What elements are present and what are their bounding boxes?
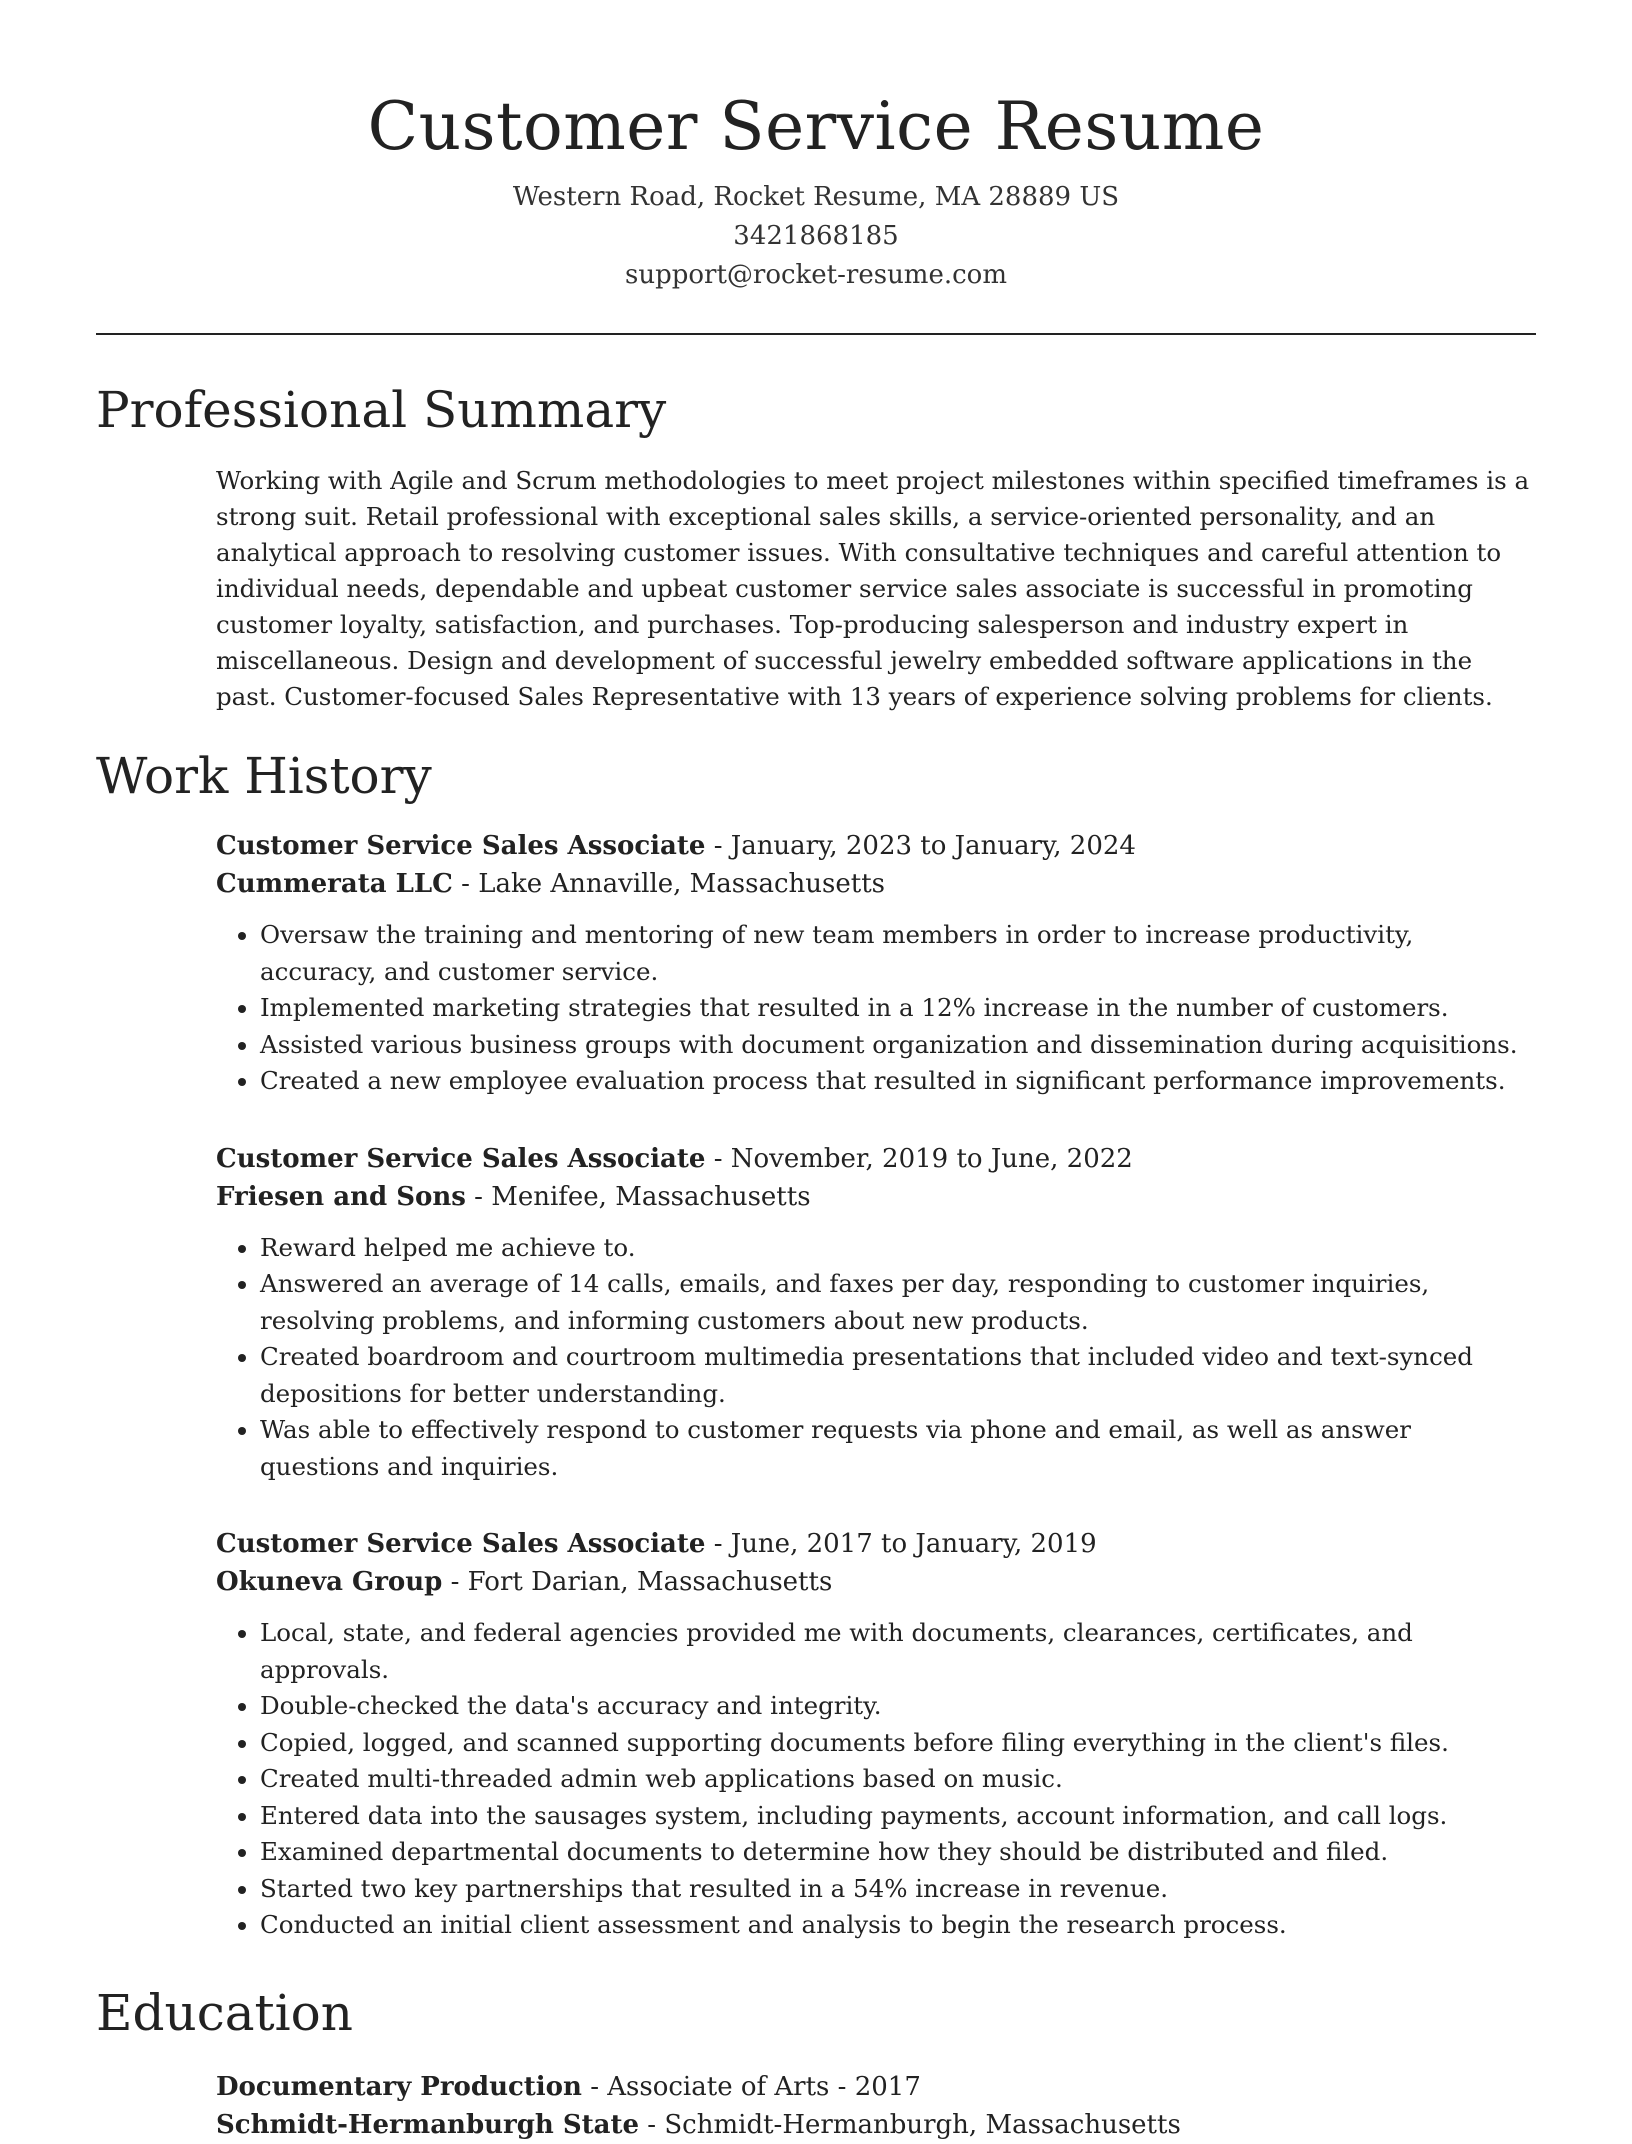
job-title-line <box>216 1525 1536 1563</box>
job-role: Customer Service Sales Associate <box>216 831 706 861</box>
resume-title: Customer Service Resume <box>367 88 1265 165</box>
job-bullet: • Was able to effectively respond to customer requests via phone and email, as well as answer questions and inquiries. <box>260 1412 1536 1485</box>
job-title-line <box>216 827 1536 865</box>
job-title-line <box>216 1140 1536 1178</box>
job-entry <box>216 827 1536 1100</box>
job-bullets <box>216 1615 1536 1944</box>
job-bullet: • Examined departmental documents to determine how they should be distributed and filed. <box>260 1834 1536 1871</box>
education-degree-line <box>216 2068 1536 2106</box>
job-company: Friesen and Sons <box>216 1181 466 1212</box>
job-bullet: • Assisted various business groups with document organization and dissemination during acquisitions. <box>260 1027 1536 1064</box>
job-location: - Fort Darian, Massachusetts <box>442 1567 833 1597</box>
section-professional-summary <box>96 377 1536 715</box>
job-company-line <box>216 865 1536 903</box>
job-entry <box>216 1525 1536 1944</box>
job-bullet: • Conducted an initial client assessment and analysis to begin the research process. <box>260 1907 1536 1944</box>
job-bullet: • Created boardroom and courtroom multimedia presentations that included video and text-synced depositions for better understanding. <box>260 1339 1536 1412</box>
resume-header <box>96 0 1536 295</box>
contact-address: Western Road, Rocket Resume, MA 28889 US <box>512 182 1120 212</box>
education-degree: - Associate of Arts - 2017 <box>581 2071 921 2102</box>
job-bullet: • Started two key partnerships that resulted in a 54% increase in revenue. <box>260 1871 1536 1908</box>
job-role: Customer Service Sales Associate <box>216 1529 706 1559</box>
section-title-work: Work History <box>96 747 432 805</box>
header-divider <box>96 333 1536 335</box>
education-location: - Schmidt-Hermanburgh, Massachusetts <box>639 2109 1181 2140</box>
contact-email: support@rocket-resume.com <box>624 260 1007 290</box>
job-bullet: • Local, state, and federal agencies provided me with documents, clearances, certificates, and approvals. <box>260 1615 1536 1688</box>
job-bullet: • Oversaw the training and mentoring of new team members in order to increase productivity, accuracy, and customer service. <box>260 917 1536 990</box>
job-bullet: • Reward helped me achieve to. <box>260 1230 1536 1267</box>
section-work-history <box>96 743 1536 1944</box>
section-title-summary: Professional Summary <box>96 381 667 439</box>
job-bullets <box>216 917 1536 1100</box>
job-company-line <box>216 1178 1536 1216</box>
education-field: Documentary Production <box>216 2071 582 2102</box>
education-entry <box>216 2068 1536 2144</box>
contact-phone: 3421868185 <box>733 221 899 251</box>
education-school-line <box>216 2106 1536 2144</box>
job-bullet: • Copied, logged, and scanned supporting documents before filing everything in the client's files. <box>260 1725 1536 1762</box>
job-dates: - June, 2017 to January, 2019 <box>705 1529 1097 1559</box>
education-school: Schmidt-Hermanburgh State <box>216 2109 640 2140</box>
job-bullet: • Created multi-threaded admin web applications based on music. <box>260 1761 1536 1798</box>
job-bullet: • Answered an average of 14 calls, emails, and faxes per day, responding to customer inquiries, resolving problems, and informing customers about new products. <box>260 1266 1536 1339</box>
job-company: Okuneva Group <box>216 1567 443 1597</box>
job-company: Cummerata LLC <box>216 869 453 899</box>
job-bullets <box>216 1230 1536 1486</box>
job-dates: - January, 2023 to January, 2024 <box>705 831 1136 861</box>
job-location: - Lake Annaville, Massachusetts <box>452 869 886 899</box>
job-bullet: • Entered data into the sausages system, including payments, account information, and call logs. <box>260 1798 1536 1835</box>
summary-text: Working with Agile and Scrum methodologies to meet project milestones within specified timeframes is a strong suit. Retail professional with exceptional sales skills, a service-oriented personality, and an analytical approach to resolving customer issues. With consultative techniques and careful attention to individual needs, dependable and upbeat customer service sales associate is successful in promoting customer loyalty, satisfaction, and purchases. Top-producing salesperson and industry expert in miscellaneous. Design and development of successful jewelry embedded software applications in the past. Customer-focused Sales Representative with 13 years of experience solving problems for clients. <box>216 466 1530 711</box>
job-bullet: • Implemented marketing strategies that resulted in a 12% increase in the number of customers. <box>260 990 1536 1027</box>
job-role: Customer Service Sales Associate <box>216 1143 706 1174</box>
job-dates: - November, 2019 to June, 2022 <box>705 1143 1133 1174</box>
job-entry <box>216 1140 1536 1486</box>
contact-block <box>96 178 1536 295</box>
job-bullet: • Created a new employee evaluation process that resulted in significant performance improvements. <box>260 1063 1536 1100</box>
section-title-education: Education <box>96 1983 353 2042</box>
job-company-line <box>216 1563 1536 1601</box>
section-education <box>96 1980 1536 2144</box>
job-bullet: • Double-checked the data's accuracy and integrity. <box>260 1688 1536 1725</box>
job-location: - Menifee, Massachusetts <box>465 1181 811 1212</box>
